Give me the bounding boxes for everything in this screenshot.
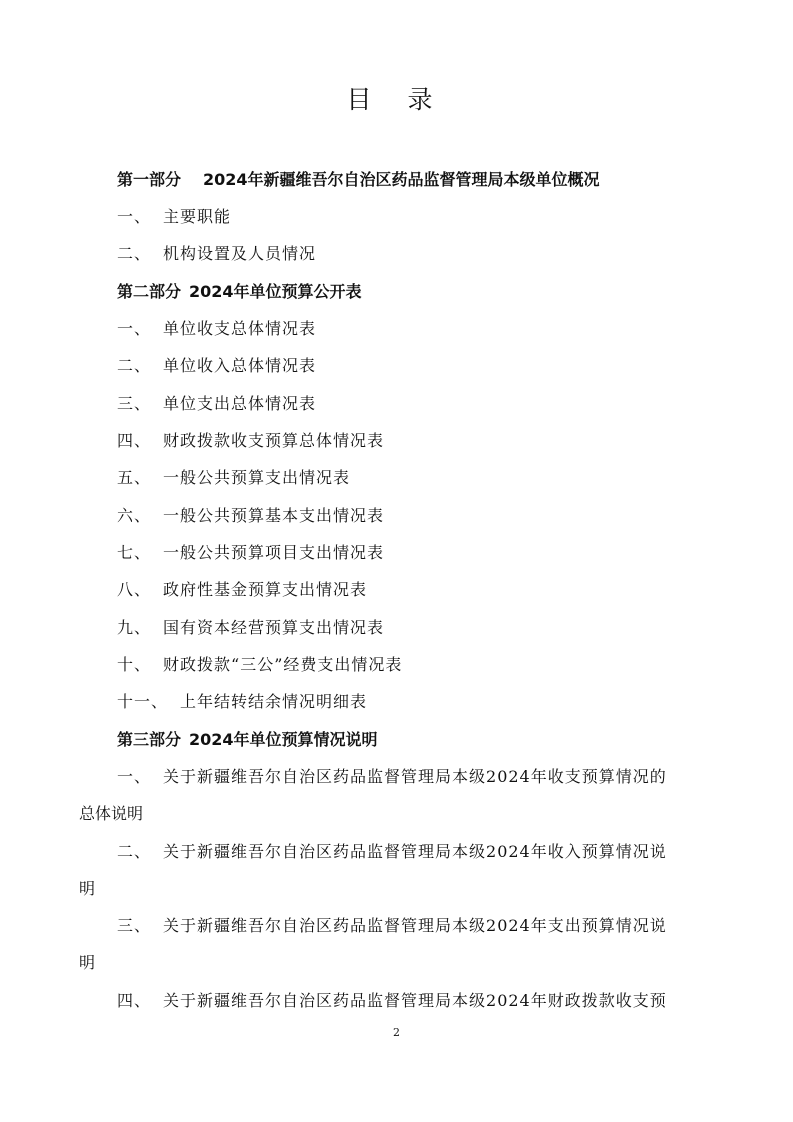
toc-item-text: 单位收支总体情况表 [163, 319, 317, 338]
toc-item-continuation: 明 [79, 879, 96, 898]
toc-item[interactable] [117, 467, 350, 489]
part1-label: 第一部分 [117, 170, 182, 189]
part2-heading[interactable] [117, 281, 362, 303]
toc-item[interactable] [117, 505, 384, 527]
part1-title: 2024年新疆维吾尔自治区药品监督管理局本级单位概况 [203, 170, 600, 189]
toc-item-text: 关于新疆维吾尔自治区药品监督管理局本级2024年收支预算情况的 [163, 767, 667, 786]
part3-label: 第三部分 [117, 730, 182, 749]
toc-item[interactable] [117, 841, 667, 863]
toc-item-continuation: 总体说明 [79, 804, 144, 823]
toc-item[interactable] [117, 542, 384, 564]
toc-item-text: 关于新疆维吾尔自治区药品监督管理局本级2024年财政拨款收支预 [163, 991, 667, 1010]
toc-item[interactable] [117, 915, 667, 937]
part2-title: 2024年单位预算公开表 [189, 282, 362, 301]
toc-item-text: 政府性基金预算支出情况表 [163, 580, 368, 599]
toc-item-number: 三、 [117, 916, 152, 935]
page-number: 2 [393, 1026, 400, 1039]
toc-item-text: 财政拨款“三公”经费支出情况表 [163, 655, 403, 674]
toc-item[interactable] [117, 766, 667, 788]
toc-item-number: 四、 [117, 991, 152, 1010]
toc-item-text: 一般公共预算项目支出情况表 [163, 543, 385, 562]
toc-item-number: 八、 [117, 580, 152, 599]
toc-item-number: 二、 [117, 842, 152, 861]
toc-item-text: 财政拨款收支预算总体情况表 [163, 431, 385, 450]
toc-item-text: 关于新疆维吾尔自治区药品监督管理局本级2024年支出预算情况说 [163, 916, 667, 935]
toc-item-text: 单位收入总体情况表 [163, 356, 317, 375]
toc-item[interactable] [117, 318, 316, 340]
part1-heading[interactable] [117, 169, 600, 191]
toc-item-number: 一、 [117, 319, 152, 338]
toc-item-text: 一般公共预算支出情况表 [163, 468, 351, 487]
toc-item-text: 机构设置及人员情况 [163, 244, 317, 263]
part3-title: 2024年单位预算情况说明 [189, 730, 378, 749]
toc-item[interactable] [117, 691, 367, 713]
toc-item-number: 六、 [117, 506, 152, 525]
toc-item-number: 十、 [117, 655, 152, 674]
toc-item[interactable] [117, 393, 316, 415]
part2-label: 第二部分 [117, 282, 182, 301]
toc-item-number: 四、 [117, 431, 152, 450]
toc-item-number: 五、 [117, 468, 152, 487]
toc-item[interactable] [117, 430, 384, 452]
toc-item-text: 主要职能 [163, 207, 232, 226]
toc-item-number: 二、 [117, 356, 152, 375]
toc-item-text: 国有资本经营预算支出情况表 [163, 618, 385, 637]
toc-item[interactable] [117, 990, 667, 1012]
toc-item-number: 一、 [117, 767, 152, 786]
toc-item-text: 关于新疆维吾尔自治区药品监督管理局本级2024年收入预算情况说 [163, 842, 667, 861]
toc-item-text: 一般公共预算基本支出情况表 [163, 506, 385, 525]
toc-item[interactable] [117, 355, 316, 377]
toc-item-text: 上年结转结余情况明细表 [180, 692, 368, 711]
toc-item-number: 三、 [117, 394, 152, 413]
toc-item-text: 单位支出总体情况表 [163, 394, 317, 413]
part3-heading[interactable] [117, 729, 378, 751]
toc-item[interactable] [117, 654, 402, 676]
toc-item[interactable] [117, 243, 316, 265]
toc-item-number: 七、 [117, 543, 152, 562]
toc-item[interactable] [117, 206, 231, 228]
toc-item-number: 十一、 [117, 692, 169, 711]
toc-item-continuation: 明 [79, 953, 96, 972]
toc-item-number: 九、 [117, 618, 152, 637]
toc-item[interactable] [117, 579, 367, 601]
toc-item[interactable] [117, 617, 384, 639]
page-title: 目 录 [346, 85, 447, 114]
toc-item-number: 二、 [117, 244, 152, 263]
toc-item-number: 一、 [117, 207, 152, 226]
